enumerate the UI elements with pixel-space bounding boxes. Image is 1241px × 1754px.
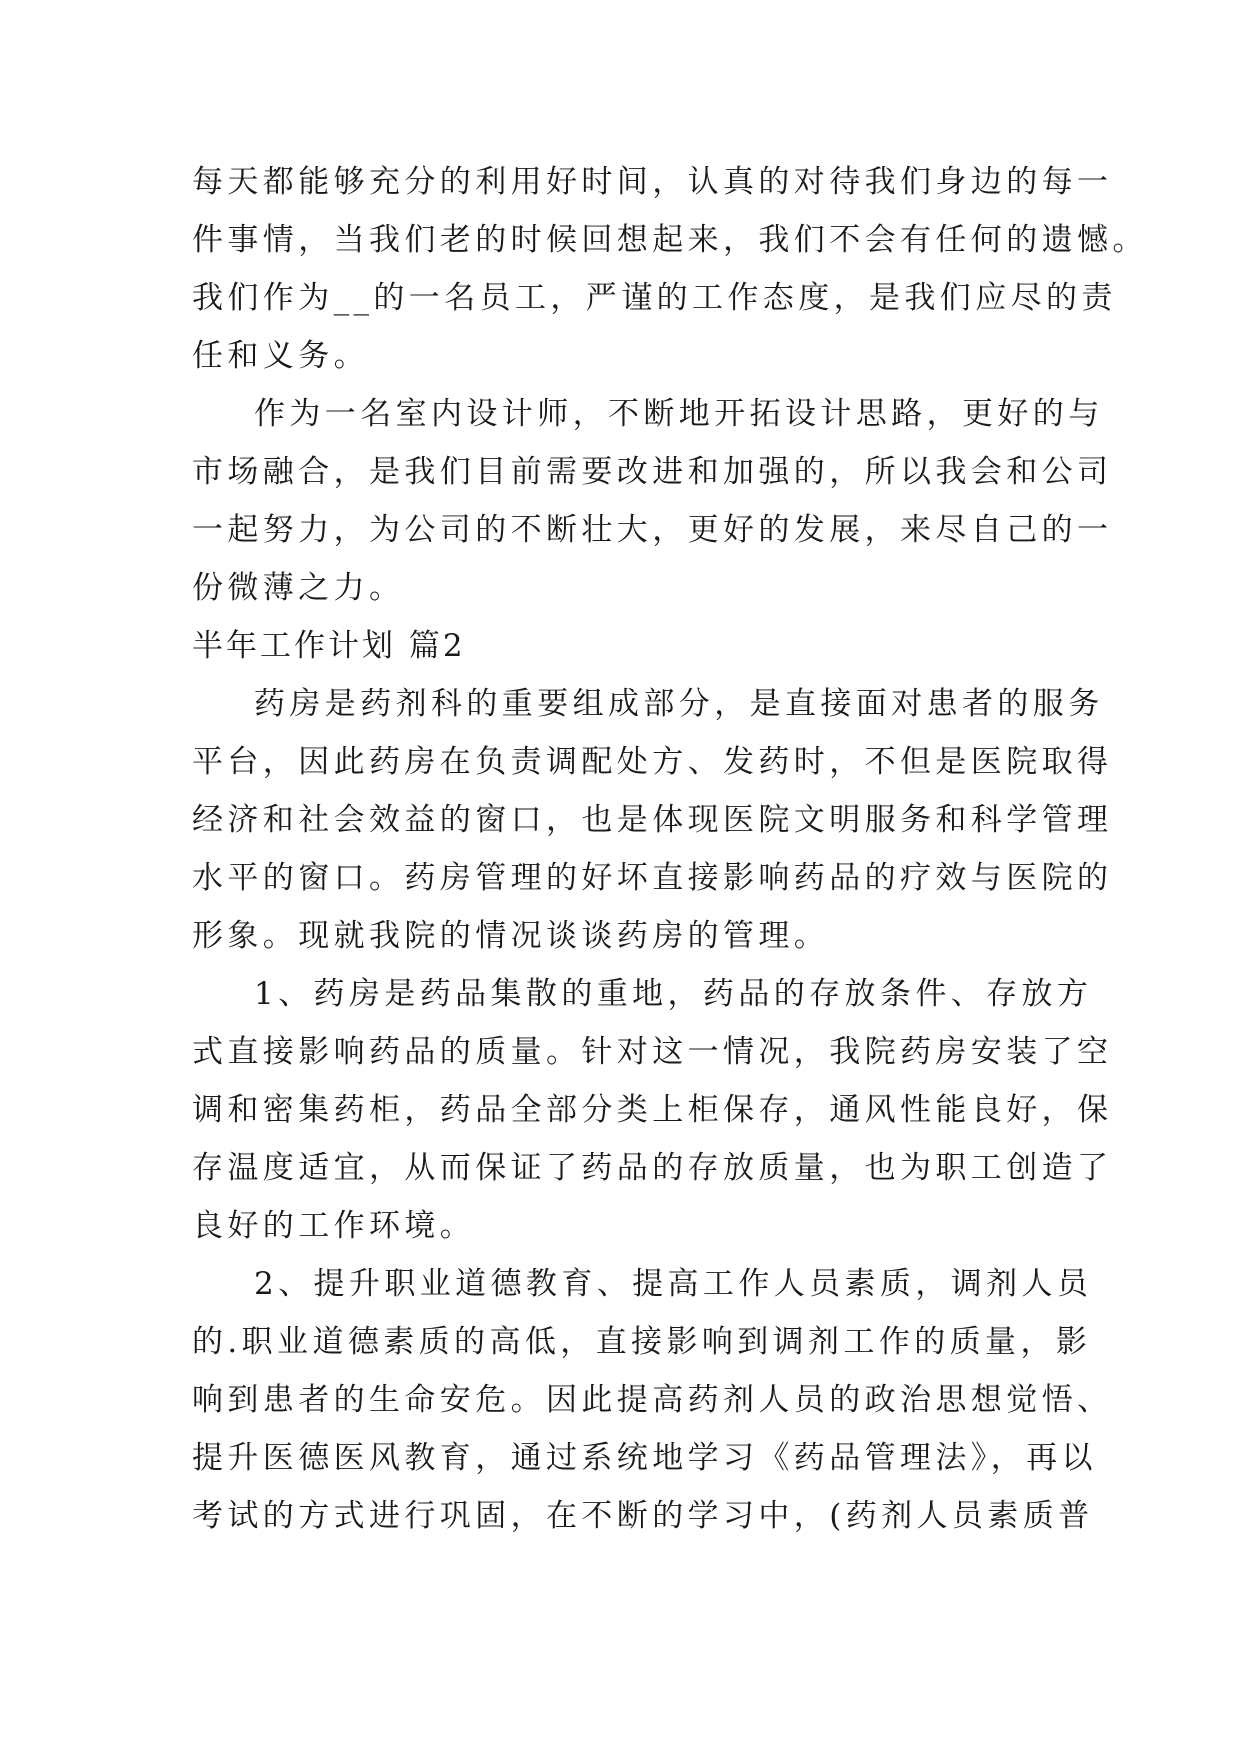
text-line: 考试的方式进行巩固，在不断的学习中，(药剂人员素质普: [192, 1498, 1094, 1534]
text-line: 市场融合，是我们目前需要改进和加强的，所以我会和公司: [192, 454, 1113, 490]
text-line: 作为一名室内设计师，不断地开拓设计思路，更好的与: [254, 396, 1104, 432]
text-line: 任和义务。: [192, 338, 369, 374]
text-line: 存温度适宜，从而保证了药品的存放质量，也为职工创造了: [192, 1150, 1113, 1186]
text-line: 式直接影响药品的质量。针对这一情况，我院药房安装了空: [192, 1034, 1113, 1070]
text-line: 的.职业道德素质的高低，直接影响到调剂工作的质量，影: [192, 1324, 1092, 1360]
text-line: 调和密集药柜，药品全部分类上柜保存，通风性能良好，保: [192, 1092, 1113, 1128]
text-line: 经济和社会效益的窗口，也是体现医院文明服务和科学管理: [192, 802, 1113, 838]
text-line: 每天都能够充分的利用好时间，认真的对待我们身边的每一: [192, 164, 1113, 200]
text-line: 响到患者的生命安危。因此提高药剂人员的政治思想觉悟、: [192, 1382, 1113, 1418]
text-line: 1、药房是药品集散的重地，药品的存放条件、存放方: [254, 976, 1093, 1012]
text-line: 水平的窗口。药房管理的好坏直接影响药品的疗效与医院的: [192, 860, 1113, 896]
text-line: 形象。现就我院的情况谈谈药房的管理。: [192, 918, 830, 954]
text-line: 药房是药剂科的重要组成部分，是直接面对患者的服务: [254, 686, 1104, 722]
document-body: [192, 153, 1148, 1545]
text-line: 份微薄之力。: [192, 570, 405, 606]
text-line: 我们作为__的一名员工，严谨的工作态度，是我们应尽的责: [192, 280, 1117, 316]
text-line: 提升医德医风教育，通过系统地学习《药品管理法》，再以: [192, 1440, 1097, 1476]
text-line: 良好的工作环境。: [192, 1208, 476, 1244]
section-heading: 半年工作计划 篇2: [192, 628, 466, 664]
text-line: 一起努力，为公司的不断壮大，更好的发展，来尽自己的一: [192, 512, 1113, 548]
text-line: 2、提升职业道德教育、提高工作人员素质，调剂人员: [254, 1266, 1093, 1302]
text-line: 平台，因此药房在负责调配处方、发药时，不但是医院取得: [192, 744, 1113, 780]
text-line: 件事情，当我们老的时候回想起来，我们不会有任何的遗憾。: [192, 222, 1148, 258]
